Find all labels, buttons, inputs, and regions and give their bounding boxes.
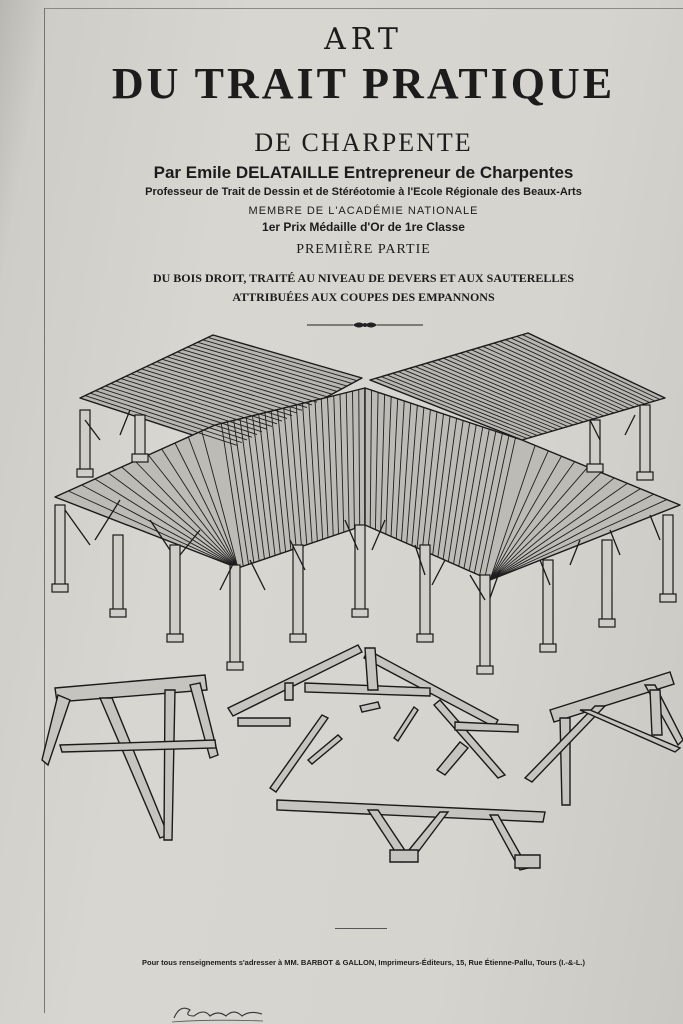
- frame-post: [602, 540, 612, 625]
- right-trestle: [525, 672, 683, 805]
- post-base: [599, 619, 615, 627]
- post-base: [637, 472, 653, 480]
- frame-post: [170, 545, 180, 640]
- footer-address: Pour tous renseignements s'adresser à MM. BARBOT & GALLON, Imprimeurs-Éditeurs, 15, Rue Étienne-Pallu, Tours (I.-&-L.): [142, 958, 585, 967]
- frame-post: [640, 405, 650, 478]
- member-line: MEMBRE DE L'ACADÉMIE NATIONALE: [248, 205, 479, 217]
- frame-post: [230, 565, 240, 668]
- description-line-2: ATTRIBUÉES AUX COUPES DES EMPANNONS: [232, 290, 495, 304]
- professor-line: Professeur de Trait de Dessin et de Stéréotomie à l'Ecole Régionale des Beaux-Arts: [145, 186, 582, 198]
- center-roof-truss: [228, 645, 518, 778]
- post-base: [352, 609, 368, 617]
- post-base: [52, 584, 68, 592]
- frame-post: [420, 545, 430, 640]
- frame-post: [355, 525, 365, 615]
- frame-post: [293, 545, 303, 640]
- page-subtitle: DE CHARPENTE: [254, 128, 473, 157]
- frame-post: [480, 575, 490, 672]
- left-trestle: [42, 675, 218, 840]
- post-base: [477, 666, 493, 674]
- post-base: [167, 634, 183, 642]
- part-label: PREMIÈRE PARTIE: [296, 242, 431, 257]
- page-title: DU TRAIT PRATIQUE: [111, 59, 616, 108]
- frame-post: [543, 560, 553, 650]
- frame-post: [55, 505, 65, 590]
- post-base: [77, 469, 93, 477]
- title-art: ART: [324, 22, 403, 57]
- post-base: [417, 634, 433, 642]
- frame-post: [663, 515, 673, 600]
- prize-line: 1er Prix Médaille d'Or de 1re Classe: [262, 220, 465, 234]
- footer-rule: [335, 928, 387, 929]
- post-base: [290, 634, 306, 642]
- post-base: [540, 644, 556, 652]
- post-base: [110, 609, 126, 617]
- author-signature: [170, 1002, 265, 1024]
- scattered-pieces: [270, 683, 468, 792]
- post-base: [587, 464, 603, 472]
- post-base: [660, 594, 676, 602]
- bottom-beam: [277, 800, 545, 870]
- author-line: Par Emile DELATAILLE Entrepreneur de Charpentes: [153, 163, 574, 182]
- frame-post: [590, 420, 600, 470]
- frame-post: [113, 535, 123, 615]
- post-base: [132, 454, 148, 462]
- frame-post: [135, 415, 145, 460]
- frame-post: [80, 410, 90, 475]
- post-base: [227, 662, 243, 670]
- description-line-1: DU BOIS DROIT, TRAITÉ AU NIVEAU DE DEVERS ET AUX SAUTERELLES: [152, 271, 575, 285]
